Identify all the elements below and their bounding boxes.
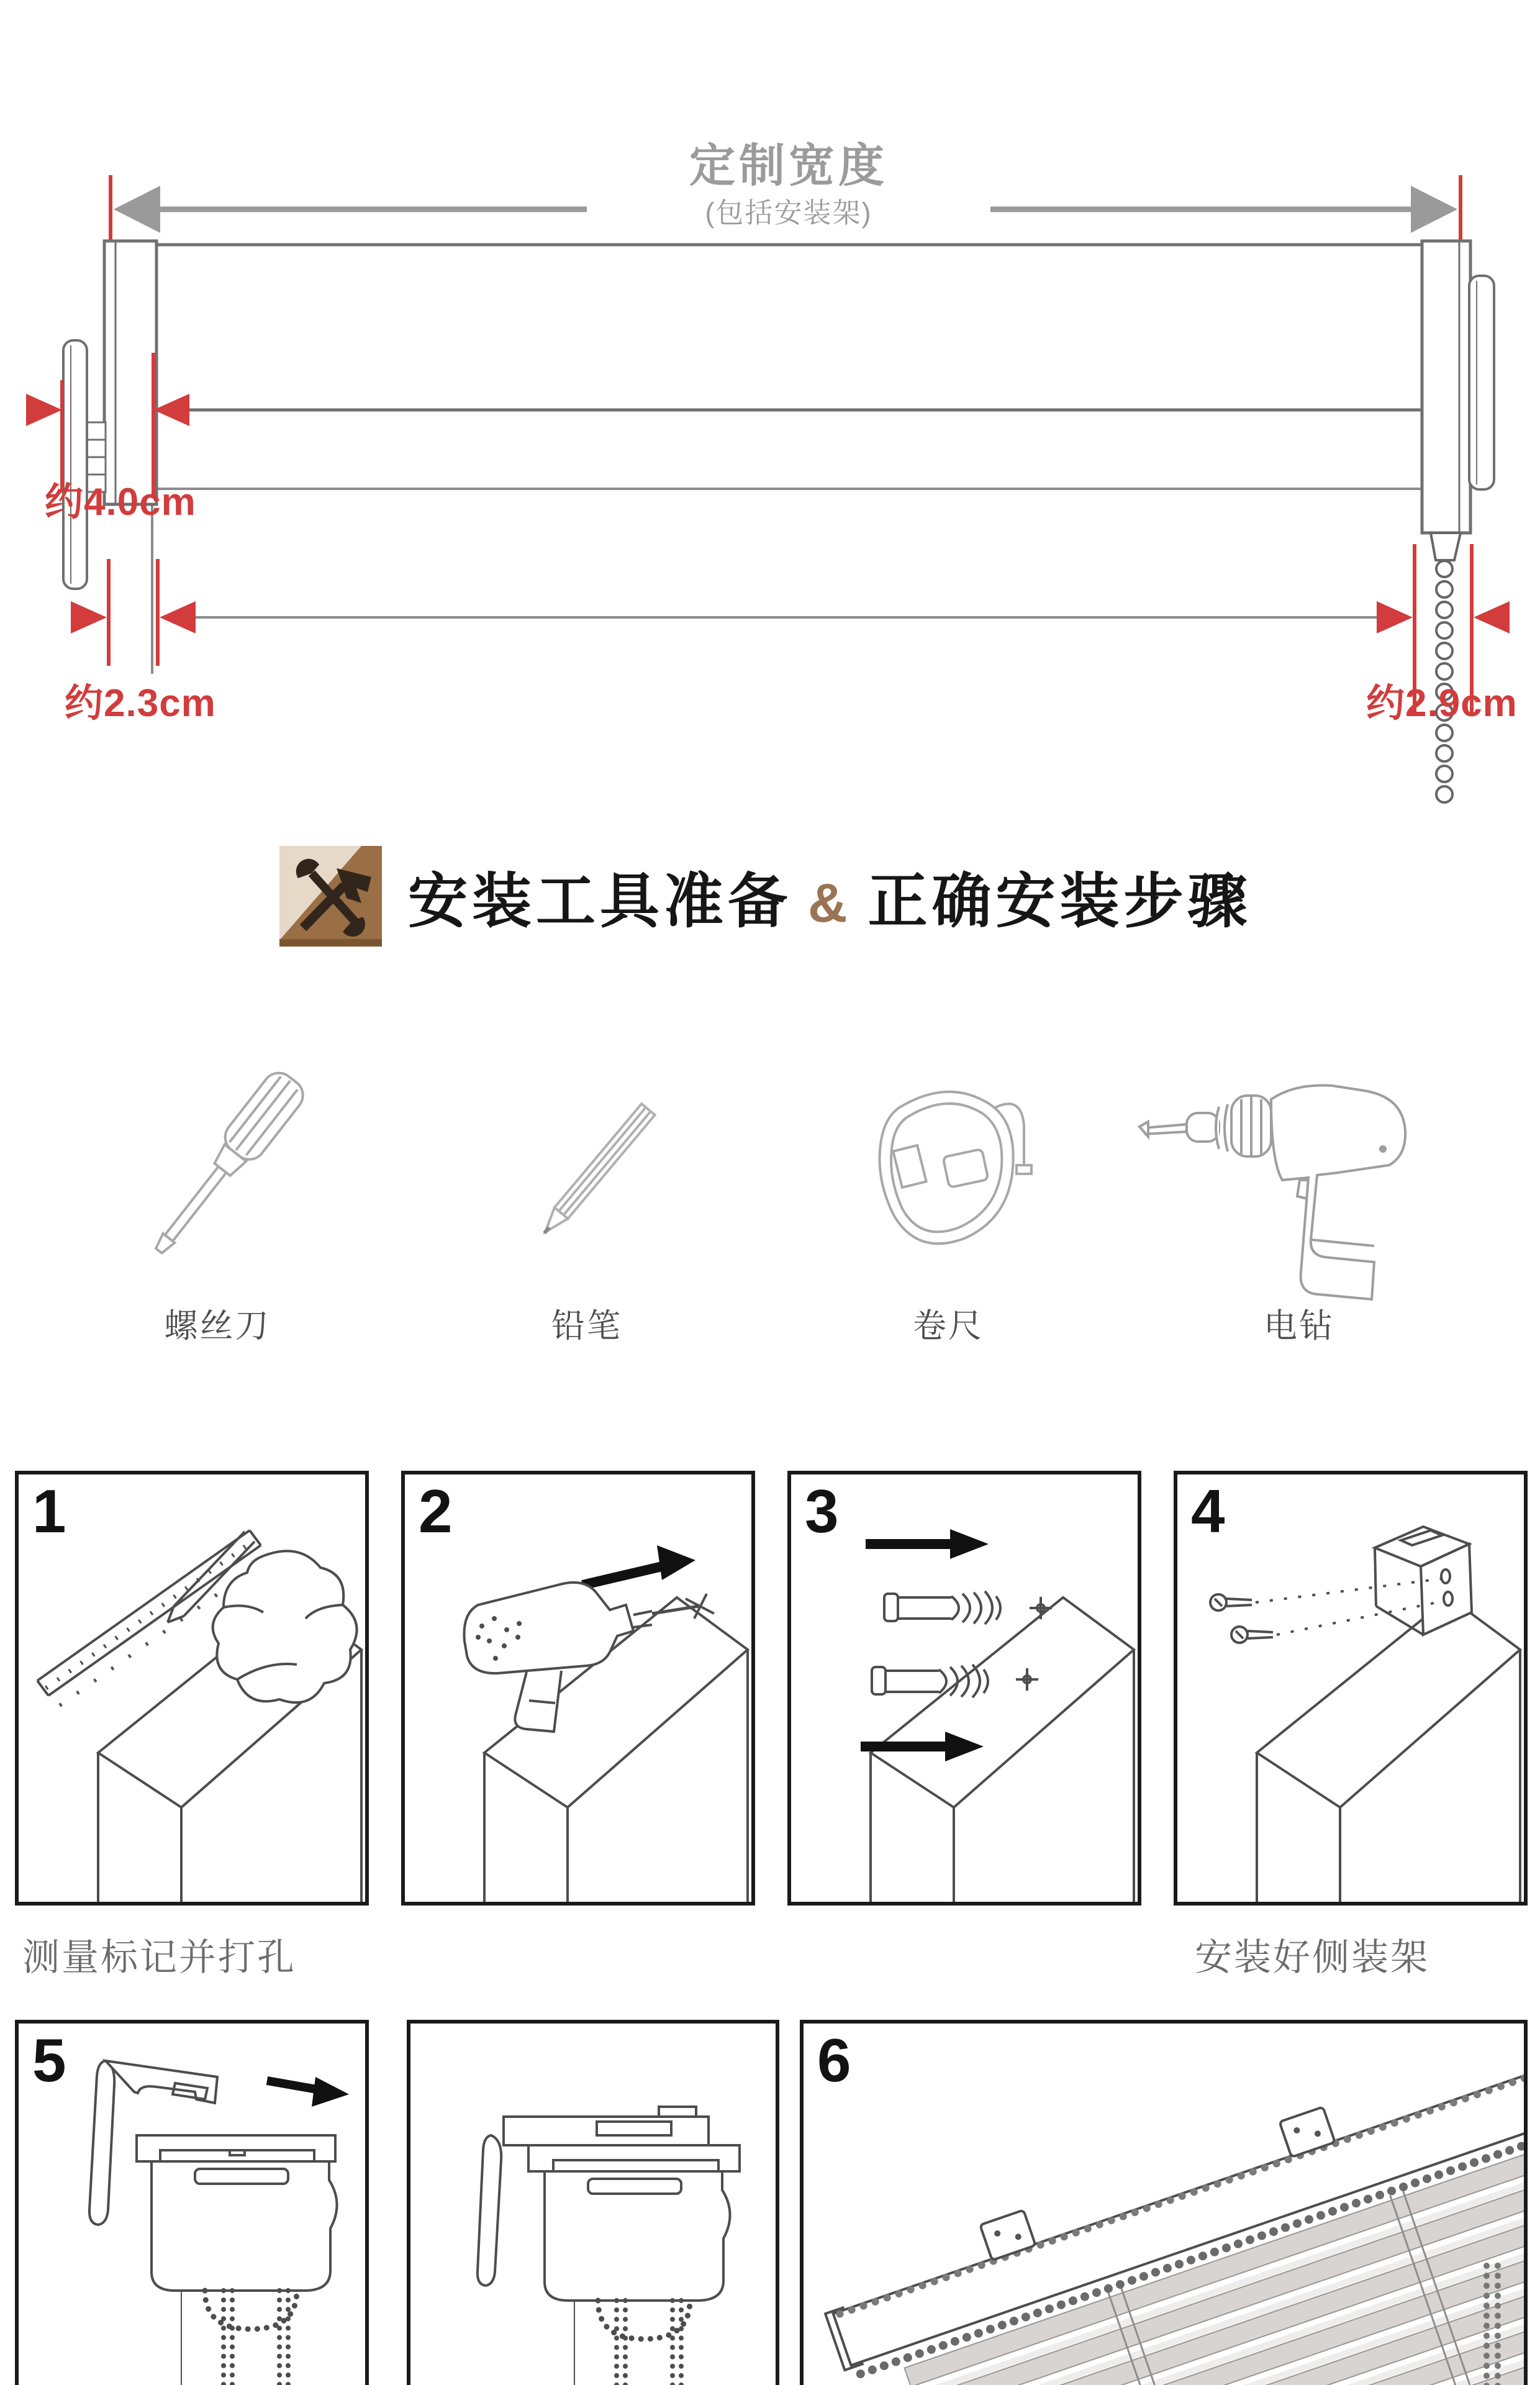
section-title [408,854,1252,939]
step-panel-1 [15,1471,369,1906]
section-header [279,843,1459,949]
section-title-part1: 安装工具准备 [408,868,792,935]
section-title-amp: & [808,871,852,934]
bead-chain [1431,533,1461,802]
step-panel-2 [401,1471,755,1906]
roller-blind-size-diagram [0,0,1540,838]
step2-art-drill-hole [405,1474,751,1902]
caption-measure-mark-drill: 测量标记并打孔 [22,1937,296,1978]
measure-label-2-9cm: 约2.9cm [1366,682,1518,725]
step-number: 1 [32,1477,66,1545]
custom-width-title: 定制宽度 [689,140,888,191]
step5-art-hook-headrail [19,2024,365,2385]
custom-width-subtitle: (包括安装架) [705,197,872,229]
step6-art-installed-blind [804,2024,1524,2385]
drill-icon [1133,1056,1431,1311]
tool-label-screwdriver: 螺丝刀 [164,1307,271,1345]
step-panel-3 [787,1471,1141,1906]
step1-art-measure-mark [19,1474,365,1902]
step5b-art-headrail-attached [410,2024,776,2385]
step-number: 2 [419,1477,453,1545]
pencil-icon [491,1086,689,1272]
measure-label-2-3cm: 约2.3cm [65,682,216,725]
tool-label-tape: 卷尺 [913,1307,984,1345]
step3-art-wall-anchors [791,1474,1138,1902]
step-panel-6 [800,2020,1528,2385]
screwdriver-icon [121,1063,320,1281]
step-panel-4 [1174,1471,1528,1906]
step4-art-mount-bracket [1177,1474,1524,1902]
tool-label-drill: 电钻 [1264,1307,1334,1345]
step-number: 6 [817,2026,851,2094]
step-panel-5b [407,2020,779,2385]
step-number: 3 [805,1477,839,1545]
section-title-part2: 正确安装步骤 [867,868,1252,935]
caption-install-side-bracket: 安装好侧装架 [1195,1937,1429,1978]
measure-label-4cm: 约4.0cm [45,481,196,524]
step-number: 5 [32,2026,66,2094]
roller-tube [63,241,1494,674]
tool-label-pencil: 铅笔 [551,1307,622,1345]
step-number: 4 [1191,1477,1225,1545]
step-panel-5 [15,2020,369,2385]
tape-measure-icon [860,1073,1046,1278]
tools-icon [279,846,382,947]
